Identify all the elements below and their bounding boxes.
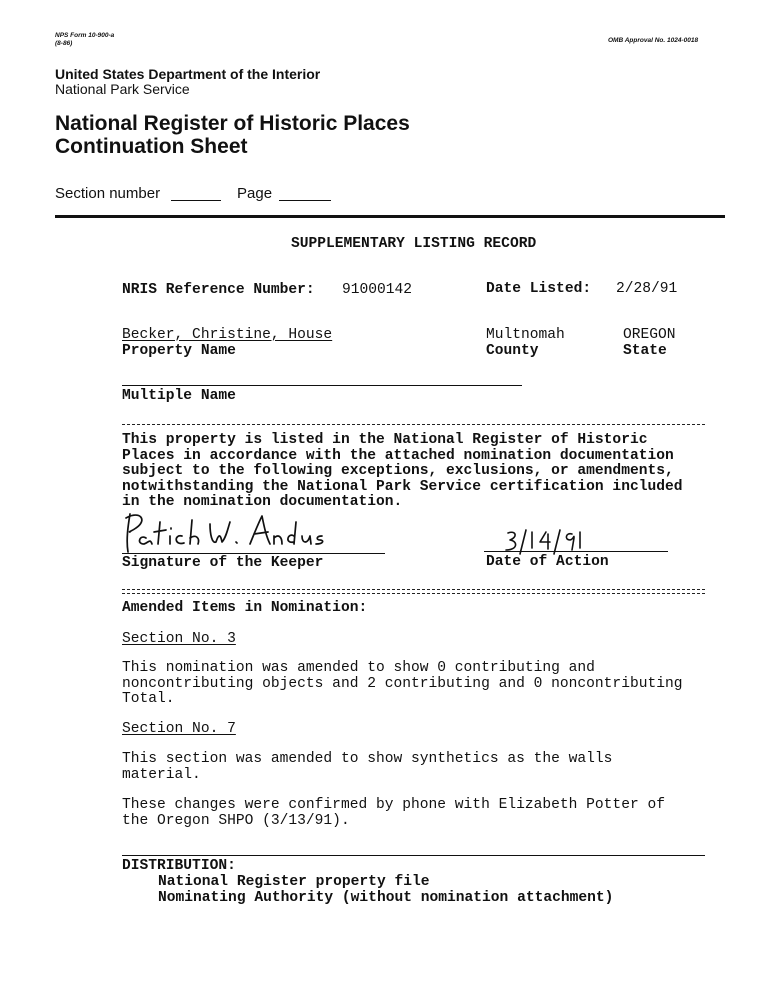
state-label: State [623, 343, 667, 359]
service-name: National Park Service [55, 81, 190, 97]
multiple-name-blank [122, 385, 522, 386]
property-name-value: Becker, Christine, House [122, 327, 333, 343]
state-value: OREGON [623, 327, 676, 343]
section-3-line-3: Total. [122, 691, 175, 707]
section-3-line-2: noncontributing objects and 2 contributing and 0 noncontributing [122, 675, 683, 692]
department-name: United States Department of the Interior [55, 66, 321, 82]
statement-line-4: notwithstanding the National Park Service certification included [122, 478, 683, 495]
confirmation-line-2: the Oregon SHPO (3/13/91). [122, 812, 350, 829]
form-number: NPS Form 10-900-a [55, 32, 115, 39]
county-value: Multnomah [486, 327, 565, 343]
date-listed-value: 2/28/91 [616, 281, 678, 297]
amended-heading: Amended Items in Nomination: [122, 600, 368, 616]
omb-approval: OMB Approval No. 1024-0018 [608, 37, 699, 44]
page-title: National Register of Historic Places [55, 112, 410, 135]
section-7-line-1: This section was amended to show synthetics as the walls [122, 751, 613, 767]
statement-line-2: Places in accordance with the attached nomination documentation [122, 447, 674, 464]
confirmation-line-1: These changes were confirmed by phone with Elizabeth Potter of [122, 797, 665, 813]
multiple-name-label: Multiple Name [122, 388, 236, 404]
date-listed-label: Date Listed: [486, 281, 592, 297]
double-divider-bottom [122, 593, 705, 594]
form-date: (8-86) [55, 40, 73, 47]
action-date-label: Date of Action [486, 554, 609, 570]
nris-label: NRIS Reference Number: [122, 282, 315, 298]
statement-line-3: subject to the following exceptions, exclusions, or amendments, [122, 463, 674, 479]
action-date-line [484, 551, 668, 552]
page-subtitle: Continuation Sheet [55, 135, 248, 158]
record-title: SUPPLEMENTARY LISTING RECORD [291, 236, 537, 252]
signature-label: Signature of the Keeper [122, 555, 324, 571]
double-divider-top [122, 589, 705, 590]
distribution-item: Nominating Authority (without nomination attachment) [158, 889, 614, 906]
distribution-heading: DISTRIBUTION: [122, 858, 236, 874]
section-number-blank [171, 200, 221, 201]
section-7-line-2: material. [122, 766, 201, 783]
page-blank [279, 200, 331, 201]
distribution-rule [122, 855, 705, 856]
header-rule [55, 215, 725, 218]
county-label: County [486, 343, 539, 359]
section-3-label: Section No. 3 [122, 631, 236, 647]
section-3-line-1: This nomination was amended to show 0 contributing and [122, 660, 595, 676]
page-label: Page [237, 185, 273, 202]
dashed-divider [122, 424, 705, 425]
section-number-label: Section number [55, 185, 161, 202]
nris-value: 91000142 [342, 282, 413, 298]
statement-line-5: in the nomination documentation. [122, 494, 403, 510]
distribution-item: National Register property file [158, 874, 430, 890]
property-name-label: Property Name [122, 343, 236, 359]
statement-line-1: This property is listed in the National Register of Historic [122, 432, 648, 448]
signature-line [122, 553, 385, 554]
section-7-label: Section No. 7 [122, 721, 236, 737]
